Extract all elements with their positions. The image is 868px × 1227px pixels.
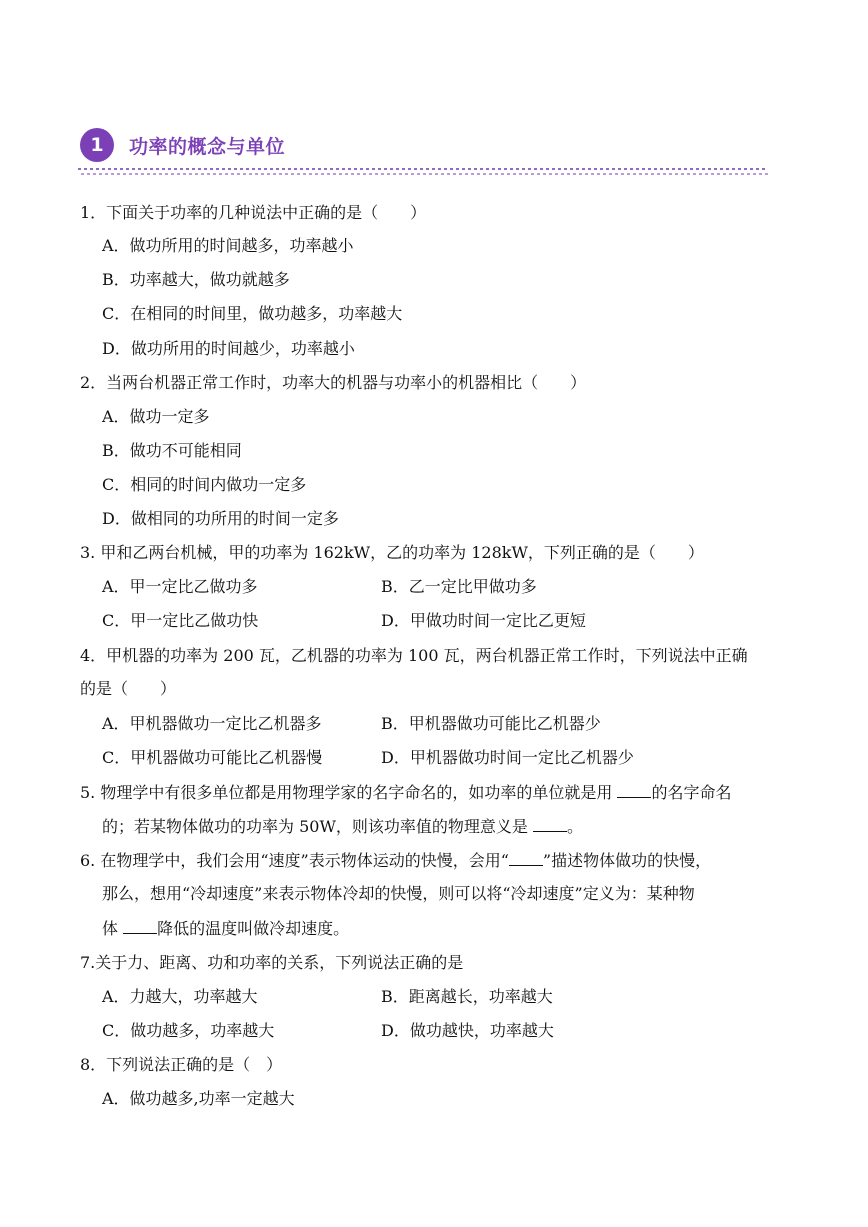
question-7-option-c: C．做功越多，功率越大 [102,1021,275,1040]
question-6-text-b: ”描述物体做功的快慢， [542,851,712,870]
question-3-option-a: A．甲一定比乙做功多 [102,577,258,596]
question-1-option-b: B．功率越大，做功就越多 [102,270,290,289]
question-2-option-b: B．做功不可能相同 [102,441,242,460]
question-1-stem: 1．下面关于功率的几种说法中正确的是（ ） [80,203,427,222]
question-5-text-b: 的名字命名 [651,783,732,802]
question-3-stem: 3. 甲和乙两台机械，甲的功率为 162kW，乙的功率为 128kW，下列正确的是（ ） [80,543,704,562]
question-2-option-d: D．做相同的功所用的时间一定多 [102,509,339,528]
section-header [80,126,285,164]
question-5-line-1 [80,781,731,804]
answer-blank [123,917,157,934]
question-6-line-2: 那么，想用“冷却速度”来表示物体冷却的快慢，则可以将“冷却速度”定义为：某种物 [102,884,695,903]
answer-blank [509,849,543,866]
question-2-stem: 2．当两台机器正常工作时，功率大的机器与功率小的机器相比（ ） [80,373,587,392]
question-1-option-c: C．在相同的时间里，做功越多，功率越大 [102,304,403,323]
question-7-option-b: B．距离越长，功率越大 [381,987,553,1006]
question-7-stem: 7.关于力、距离、功和功率的关系，下列说法正确的是 [80,953,464,972]
question-1-option-a: A．做功所用的时间越多，功率越小 [102,236,354,255]
question-6-line-3 [102,917,349,940]
question-6-text-a: 6. 在物理学中，我们会用“速度”表示物体运动的快慢，会用“ [80,851,509,870]
question-8-option-a: A．做功越多,功率一定越大 [102,1089,295,1108]
question-1-option-d: D．做功所用的时间越少，功率越小 [102,339,355,358]
question-6-text-c: 体 [102,919,124,938]
section-title: 功率的概念与单位 [129,135,286,158]
question-6-line-1 [80,849,711,872]
question-2-option-c: C．相同的时间内做功一定多 [102,475,307,494]
section-number-badge: 1 [80,128,114,162]
question-7-option-a: A．力越大，功率越大 [102,987,258,1006]
question-4-option-d: D．甲机器做功时间一定比乙机器少 [381,748,634,767]
question-3-option-d: D．甲做功时间一定比乙更短 [381,611,586,630]
question-4-stem-line-2: 的是（ ） [80,679,177,698]
question-8-stem: 8．下列说法正确的是（ ） [80,1055,283,1074]
question-7-option-d: D．做功越快，功率越大 [381,1021,554,1040]
question-4-option-a: A．甲机器做功一定比乙机器多 [102,714,322,733]
question-5-text-a: 5. 物理学中有很多单位都是用物理学家的名字命名的，如功率的单位就是用 [80,783,618,802]
question-5-text-c: 的；若某物体做功的功率为 50W，则该功率值的物理意义是 [102,817,533,836]
section-divider [78,168,768,175]
question-5-text-d: 。 [566,817,583,836]
question-4-option-c: C．甲机器做功可能比乙机器慢 [102,748,323,767]
answer-blank [617,781,651,798]
question-4-option-b: B．甲机器做功可能比乙机器少 [381,714,601,733]
question-4-stem-line-1: 4．甲机器的功率为 200 瓦，乙机器的功率为 100 瓦，两台机器正常工作时，下列说法中正确 [80,646,748,665]
question-5-line-2 [102,815,583,838]
question-6-text-d: 降低的温度叫做冷却速度。 [157,919,350,938]
question-3-option-c: C．甲一定比乙做功快 [102,611,259,630]
answer-blank [533,815,567,832]
question-2-option-a: A．做功一定多 [102,407,210,426]
question-3-option-b: B．乙一定比甲做功多 [381,577,537,596]
